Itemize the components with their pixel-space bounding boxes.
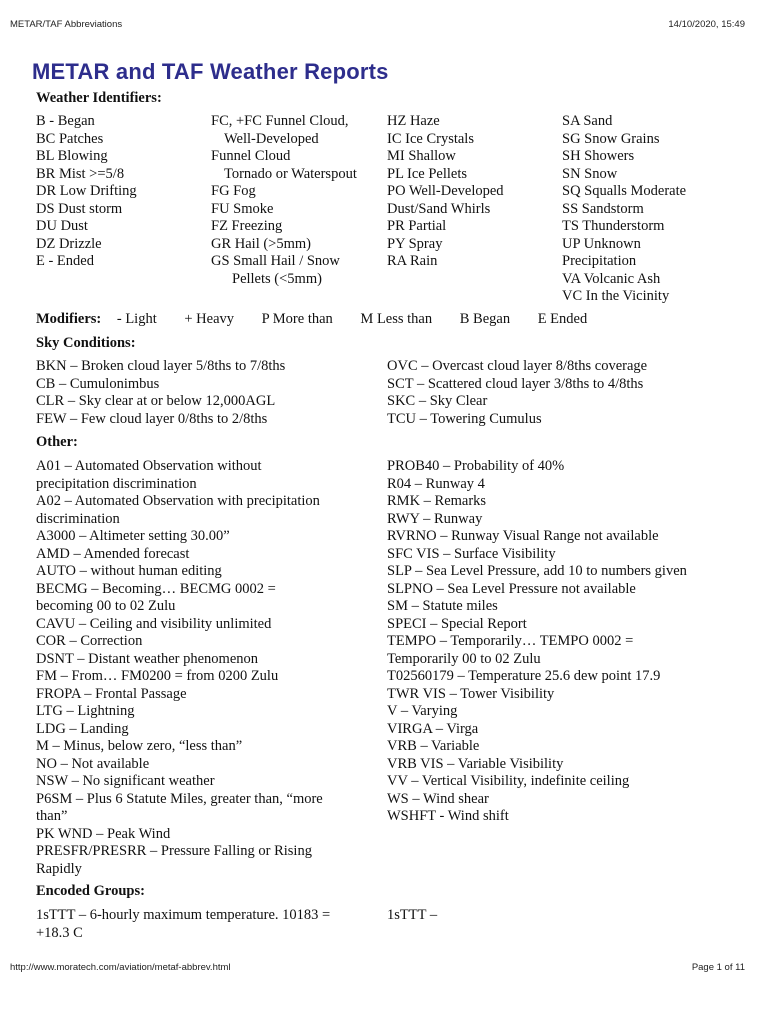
other-item: FM – From… FM0200 = from 0200 Zulu xyxy=(36,668,279,684)
modifier-item: M Less than xyxy=(360,311,433,327)
weather-item: TS Thunderstorm xyxy=(562,218,665,234)
weather-item: PL Ice Pellets xyxy=(387,165,467,182)
weather-item: PY Spray xyxy=(387,235,443,252)
other-col-left xyxy=(36,458,323,878)
encoded-groups-heading: Encoded Groups: xyxy=(36,883,145,899)
weather-item: VA Volcanic Ash xyxy=(562,270,661,287)
other-item: discrimination xyxy=(36,510,120,527)
encoded-col-right xyxy=(387,907,437,925)
other-item: RWY – Runway xyxy=(387,510,483,527)
weather-item: GR Hail (>5mm) xyxy=(211,235,311,252)
other-item: P6SM – Plus 6 Statute Miles, greater than, “more xyxy=(36,790,323,807)
other-item: Temporarily 00 to 02 Zulu xyxy=(387,650,541,667)
other-item: TWR VIS – Tower Visibility xyxy=(387,685,555,702)
other-item: A01 – Automated Observation without xyxy=(36,458,262,474)
weather-item: Dust/Sand Whirls xyxy=(387,200,491,217)
weather-item: SH Showers xyxy=(562,148,635,164)
print-footer-url: http://www.moratech.com/aviation/metaf-abbrev.html xyxy=(10,962,231,973)
weather-col-4 xyxy=(562,113,686,306)
other-item: AUTO – without human editing xyxy=(36,563,222,579)
other-item: CAVU – Ceiling and visibility unlimited xyxy=(36,615,272,632)
weather-identifiers-heading: Weather Identifiers: xyxy=(36,90,162,106)
other-item: A3000 – Altimeter setting 30.00” xyxy=(36,528,230,544)
other-item: SLPNO – Sea Level Pressure not available xyxy=(387,580,636,597)
weather-item: PO Well-Developed xyxy=(387,183,504,199)
other-item: becoming 00 to 02 Zulu xyxy=(36,598,176,614)
other-item: SLP – Sea Level Pressure, add 10 to numbers given xyxy=(387,563,687,579)
other-item: COR – Correction xyxy=(36,633,143,649)
encoded-item: 1sTTT – 6-hourly maximum temperature. 10183 = xyxy=(36,907,331,923)
weather-item: FZ Freezing xyxy=(211,218,283,234)
modifier-item: - Light xyxy=(116,311,157,327)
other-item: V – Varying xyxy=(387,703,458,719)
weather-col-2 xyxy=(211,113,357,288)
weather-item: BL Blowing xyxy=(36,148,108,164)
print-header-page-title: METAR/TAF Abbreviations xyxy=(10,19,123,30)
other-item: WS – Wind shear xyxy=(387,790,489,807)
other-item: than” xyxy=(36,808,68,824)
weather-item: SN Snow xyxy=(562,165,618,182)
weather-item: SS Sandstorm xyxy=(562,200,644,217)
weather-item: DR Low Drifting xyxy=(36,183,137,199)
encoded-item: +18.3 C xyxy=(36,924,83,941)
other-item: R04 – Runway 4 xyxy=(387,475,485,492)
other-item: PRESFR/PRESRR – Pressure Falling or Rising xyxy=(36,843,312,859)
modifiers-row xyxy=(36,311,611,328)
other-item: AMD – Amended forecast xyxy=(36,545,190,562)
other-item: RMK – Remarks xyxy=(387,493,487,509)
other-item: NSW – No significant weather xyxy=(36,773,215,789)
modifiers-label: Modifiers: xyxy=(36,311,102,327)
weather-item: MI Shallow xyxy=(387,148,456,164)
other-item: DSNT – Distant weather phenomenon xyxy=(36,650,259,667)
sky-item: CB – Cumulonimbus xyxy=(36,375,160,392)
weather-item: PR Partial xyxy=(387,218,447,234)
weather-item: FG Fog xyxy=(211,183,256,199)
weather-item: SQ Squalls Moderate xyxy=(562,183,687,199)
print-footer-page-number: Page 1 of 11 xyxy=(691,962,745,973)
sky-item: BKN – Broken cloud layer 5/8ths to 7/8ths xyxy=(36,358,286,374)
other-item: LTG – Lightning xyxy=(36,703,135,719)
other-item: SPECI – Special Report xyxy=(387,615,527,632)
encoded-col-left xyxy=(36,907,330,942)
sky-item: SCT – Scattered cloud layer 3/8ths to 4/8ths xyxy=(387,375,644,392)
other-item: FROPA – Frontal Passage xyxy=(36,685,187,702)
weather-item: B - Began xyxy=(36,113,95,129)
other-item: VRB – Variable xyxy=(387,738,480,754)
weather-item: DS Dust storm xyxy=(36,200,123,217)
weather-col-3 xyxy=(387,113,504,271)
modifier-item: E Ended xyxy=(537,311,588,327)
other-item: Rapidly xyxy=(36,860,82,877)
sky-item: FEW – Few cloud layer 0/8ths to 2/8ths xyxy=(36,410,268,427)
weather-item: VC In the Vicinity xyxy=(562,288,670,304)
weather-item: Precipitation xyxy=(562,253,637,269)
sky-item: SKC – Sky Clear xyxy=(387,393,488,409)
weather-item: BR Mist >=5/8 xyxy=(36,165,125,182)
other-item: SM – Statute miles xyxy=(387,598,498,614)
weather-item: SG Snow Grains xyxy=(562,130,660,147)
weather-item: BC Patches xyxy=(36,130,104,147)
other-col-right xyxy=(387,458,687,826)
weather-item: SA Sand xyxy=(562,113,613,129)
weather-item: IC Ice Crystals xyxy=(387,130,474,147)
other-item: VIRGA – Virga xyxy=(387,720,479,737)
weather-item: Well-Developed xyxy=(224,130,319,147)
other-item: RVRNO – Runway Visual Range not available xyxy=(387,528,659,544)
weather-item: DZ Drizzle xyxy=(36,235,102,252)
encoded-item: 1sTTT – xyxy=(387,907,438,923)
sky-conditions-heading: Sky Conditions: xyxy=(36,335,136,351)
sky-col-right xyxy=(387,358,647,428)
other-item: LDG – Landing xyxy=(36,720,129,737)
other-item: VV – Vertical Visibility, indefinite ceiling xyxy=(387,773,630,789)
other-item: NO – Not available xyxy=(36,755,150,772)
document-title: METAR and TAF Weather Reports xyxy=(32,59,389,84)
other-item: TEMPO – Temporarily… TEMPO 0002 = xyxy=(387,633,634,649)
other-item: BECMG – Becoming… BECMG 0002 = xyxy=(36,580,276,597)
weather-item: FC, +FC Funnel Cloud, xyxy=(211,113,349,129)
modifier-item: P More than xyxy=(261,311,333,327)
weather-item: E - Ended xyxy=(36,253,94,269)
other-item: WSHFT - Wind shift xyxy=(387,808,509,824)
print-header-datetime: 14/10/2020, 15:49 xyxy=(668,19,745,30)
sky-item: CLR – Sky clear at or below 12,000AGL xyxy=(36,393,276,409)
sky-item: OVC – Overcast cloud layer 8/8ths coverage xyxy=(387,358,648,374)
weather-item: Pellets (<5mm) xyxy=(232,270,322,287)
weather-item: Tornado or Waterspout xyxy=(224,165,357,182)
sky-col-left xyxy=(36,358,285,428)
weather-item: UP Unknown xyxy=(562,235,641,252)
other-item: M – Minus, below zero, “less than” xyxy=(36,738,243,754)
weather-item: RA Rain xyxy=(387,253,438,269)
other-item: VRB VIS – Variable Visibility xyxy=(387,755,564,772)
modifier-item: B Began xyxy=(459,311,511,327)
weather-item: FU Smoke xyxy=(211,200,274,217)
weather-col-1 xyxy=(36,113,137,271)
other-item: SFC VIS – Surface Visibility xyxy=(387,545,556,562)
other-item: PROB40 – Probability of 40% xyxy=(387,458,565,474)
other-item: T02560179 – Temperature 25.6 dew point 17.9 xyxy=(387,668,661,684)
other-item: PK WND – Peak Wind xyxy=(36,825,171,842)
modifier-item: + Heavy xyxy=(184,311,235,327)
weather-item: GS Small Hail / Snow xyxy=(211,253,340,269)
other-item: precipitation discrimination xyxy=(36,475,197,492)
weather-item: DU Dust xyxy=(36,218,88,234)
weather-item: Funnel Cloud xyxy=(211,148,291,164)
weather-item: HZ Haze xyxy=(387,113,440,129)
other-heading: Other: xyxy=(36,434,78,450)
other-item: A02 – Automated Observation with precipitation xyxy=(36,493,320,509)
sky-item: TCU – Towering Cumulus xyxy=(387,410,542,427)
